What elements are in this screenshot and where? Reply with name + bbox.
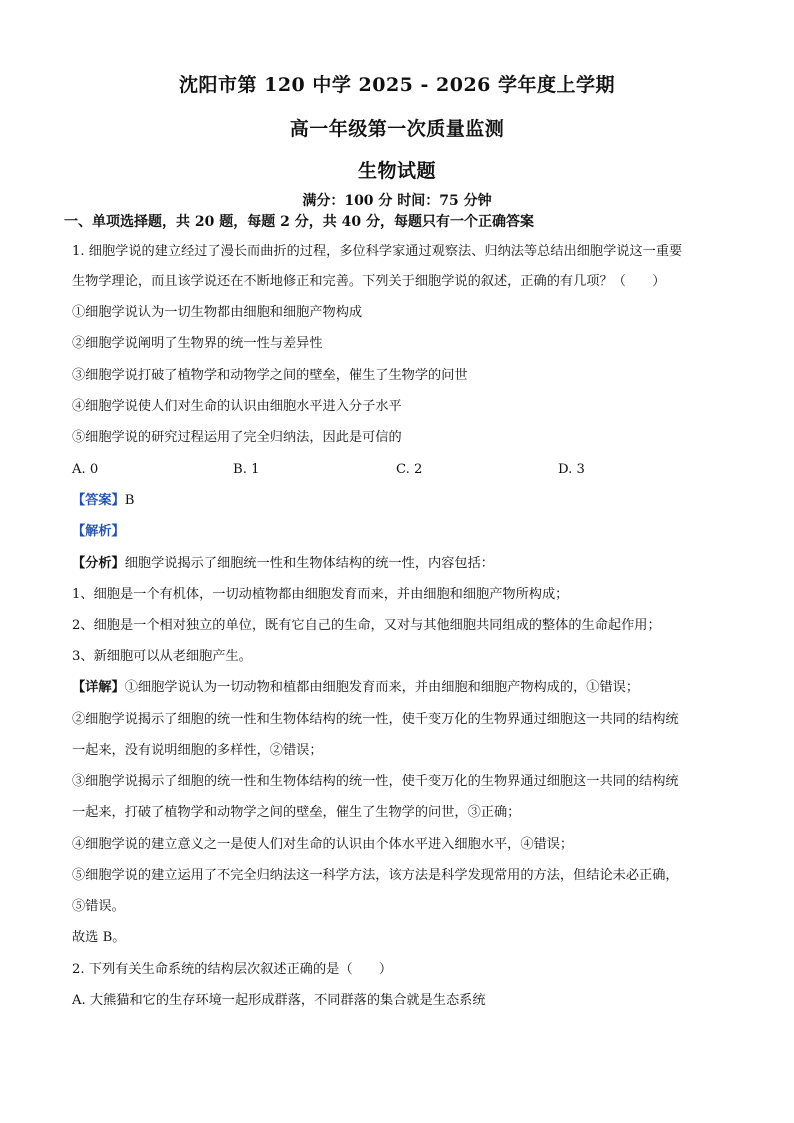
q1-option-a: A. 0 bbox=[72, 462, 99, 477]
detail-1-text: ①细胞学说认为一切动物和植都由细胞发育而来，并由细胞和细胞产物构成的，①错误； bbox=[124, 680, 640, 695]
q2-stem: 2. 下列有关生命系统的结构层次叙述正确的是（ ） bbox=[72, 962, 393, 977]
q1-conclusion: 故选 B。 bbox=[72, 930, 126, 945]
q1-detail-5b: ⑤错误。 bbox=[72, 899, 125, 914]
answer-label: 【答案】 bbox=[72, 493, 125, 508]
q1-statement-1: ①细胞学说认为一切生物都由细胞和细胞产物构成 bbox=[72, 305, 363, 320]
analysis-label: 【解析】 bbox=[72, 524, 125, 539]
fenxi-label: 【分析】 bbox=[72, 556, 125, 571]
q1-point-2: 2、细胞是一个相对独立的单位，既有它自己的生命，又对与其他细胞共同组成的整体的生命起作用； bbox=[72, 618, 661, 633]
q2-option-a: A. 大熊猫和它的生存环境一起形成群落，不同群落的集合就是生态系统 bbox=[72, 993, 486, 1008]
q1-fenxi bbox=[72, 556, 722, 572]
q1-option-b: B. 1 bbox=[233, 462, 260, 477]
q1-stem-line1: 1. 细胞学说的建立经过了漫长而曲折的过程，多位科学家通过观察法、归纳法等总结出细胞学说这一重要 bbox=[72, 244, 683, 259]
q1-answer bbox=[72, 493, 722, 509]
q1-detail-1 bbox=[72, 680, 722, 696]
q1-detail-2a: ②细胞学说揭示了细胞的统一性和生物体结构的统一性，使千变万化的生物界通过细胞这一共同的结构统 bbox=[72, 712, 679, 727]
q1-statement-2: ②细胞学说阐明了生物界的统一性与差异性 bbox=[72, 336, 323, 351]
q1-stem-line2: 生物学理论，而且该学说还在不断地修正和完善。下列关于细胞学说的叙述，正确的有几项？（ ） bbox=[72, 274, 666, 289]
q1-statement-3: ③细胞学说打破了植物学和动物学之间的壁垒，催生了生物学的问世 bbox=[72, 368, 468, 383]
section-heading: 一、单项选择题，共 20 题，每题 2 分，共 40 分，每题只有一个正确答案 bbox=[64, 214, 534, 230]
exam-subject: 生物试题 bbox=[357, 160, 436, 182]
exam-subtitle: 高一年级第一次质量监测 bbox=[289, 118, 505, 140]
q1-analysis bbox=[72, 524, 722, 540]
q1-statement-5: ⑤细胞学说的研究过程运用了完全归纳法，因此是可信的 bbox=[72, 430, 402, 445]
q1-detail-4: ④细胞学说的建立意义之一是使人们对生命的认识由个体水平进入细胞水平，④错误； bbox=[72, 837, 574, 852]
q1-option-d: D. 3 bbox=[558, 462, 585, 477]
q1-statement-4: ④细胞学说使人们对生命的认识由细胞水平进入分子水平 bbox=[72, 399, 402, 414]
q1-point-3: 3、新细胞可以从老细胞产生。 bbox=[72, 649, 252, 664]
answer-value: B bbox=[124, 493, 135, 508]
q1-detail-5a: ⑤细胞学说的建立运用了不完全归纳法这一科学方法，该方法是科学发现常用的方法，但结论未必正确， bbox=[72, 868, 679, 883]
q1-point-1: 1、细胞是一个有机体，一切动植物都由细胞发育而来，并由细胞和细胞产物所构成； bbox=[72, 587, 569, 602]
exam-meta: 满分：100 分 时间：75 分钟 bbox=[302, 193, 492, 209]
q1-option-c: C. 2 bbox=[396, 462, 423, 477]
exam-title: 沈阳市第 120 中学 2025 - 2026 学年度上学期 bbox=[179, 74, 615, 96]
q1-detail-3a: ③细胞学说揭示了细胞的统一性和生物体结构的统一性，使千变万化的生物界通过细胞这一共同的结构统 bbox=[72, 774, 679, 789]
q1-detail-3b: 一起来，打破了植物学和动物学之间的壁垒，催生了生物学的问世，③正确； bbox=[72, 805, 521, 820]
q1-detail-2b: 一起来，没有说明细胞的多样性，②错误； bbox=[72, 743, 323, 758]
fenxi-text: 细胞学说揭示了细胞统一性和生物体结构的统一性，内容包括： bbox=[124, 556, 494, 571]
xiangjie-label: 【详解】 bbox=[72, 680, 125, 695]
